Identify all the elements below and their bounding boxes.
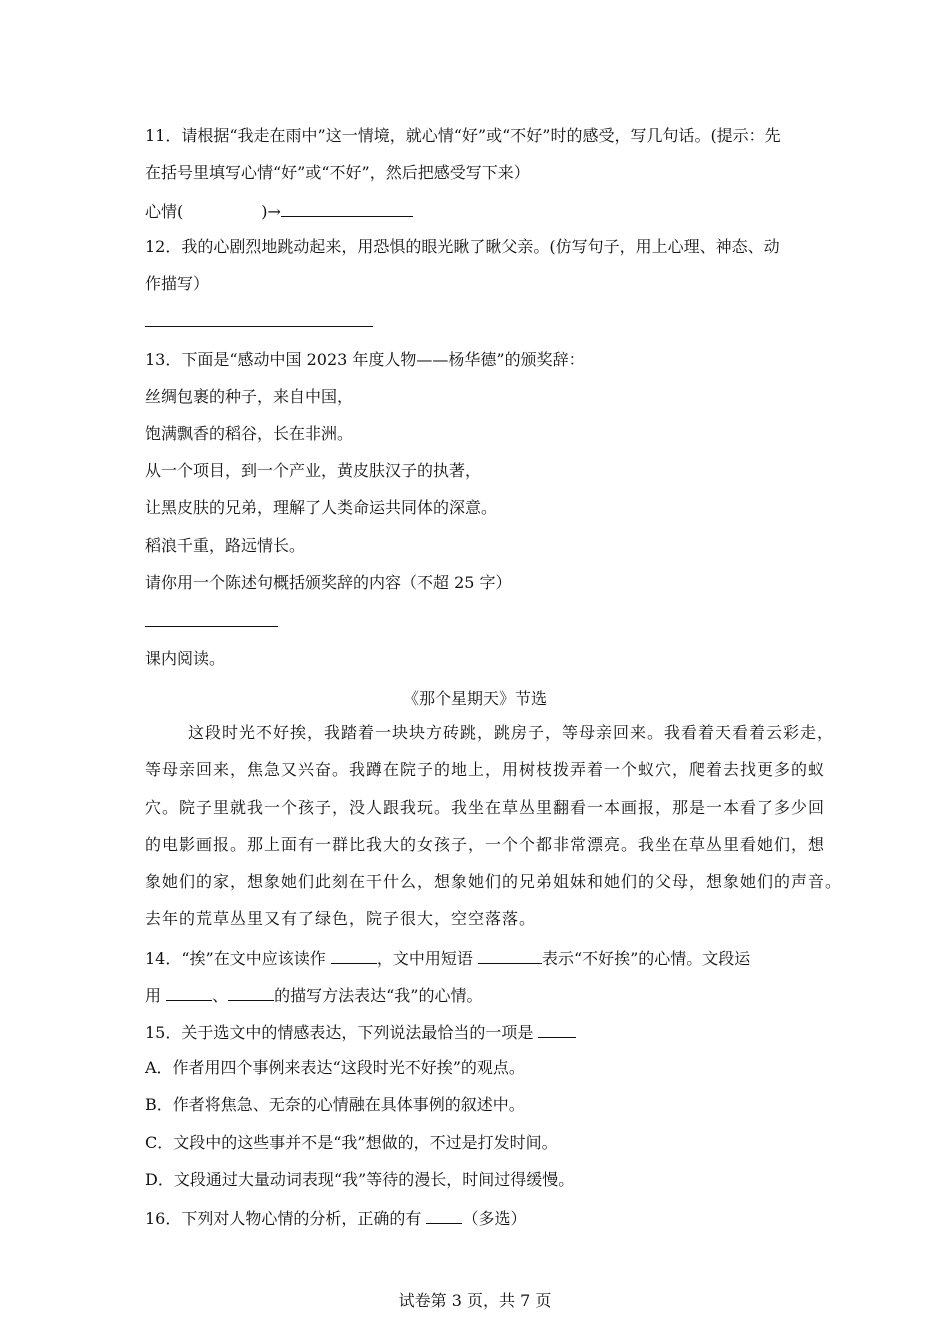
q15-answer-blank[interactable] <box>538 1021 576 1038</box>
q16-stem: 16．下列对人物心情的分析，正确的有 <box>145 1209 422 1228</box>
q15-option-a[interactable]: A．作者用四个事例来表达“这段时光不好挨”的观点。 <box>145 1058 525 1077</box>
q14-line-1 <box>145 947 750 969</box>
q14-text: 用 <box>145 986 162 1005</box>
q14-text: 、 <box>212 986 229 1005</box>
q15-stem-row <box>145 1021 576 1043</box>
q14-text: 的描写方法表达“我”的心情。 <box>274 986 483 1005</box>
q12-line-2: 作描写） <box>145 274 210 293</box>
q15-stem: 15．关于选文中的情感表达，下列说法最恰当的一项是 <box>145 1023 534 1042</box>
q16-answer-blank[interactable] <box>426 1207 462 1224</box>
q13-poem-line: 从一个项目，到一个产业，黄皮肤汉子的执著， <box>145 461 482 480</box>
q15-option-d[interactable]: D．文段通过大量动词表现“我”等待的漫长，时间过得缓慢。 <box>145 1170 575 1189</box>
q12-answer-line[interactable] <box>145 326 373 327</box>
q11-answer-blank[interactable] <box>281 200 413 217</box>
q13-poem-line: 让黑皮肤的兄弟，理解了人类命运共同体的深意。 <box>145 498 498 517</box>
q11-line-2: 在括号里填写心情“好”或“不好”，然后把感受写下来） <box>145 163 530 182</box>
passage-title: 《那个星期天》节选 <box>402 689 547 708</box>
q14-text: 表示“不好挨”的心情。文段运 <box>541 949 751 968</box>
q13-task: 请你用一个陈述句概括颁奖辞的内容（不超 25 字） <box>145 573 512 592</box>
q13-poem-line: 饱满飘香的稻谷，长在非洲。 <box>145 424 354 443</box>
q14-pronunciation-blank[interactable] <box>331 947 377 964</box>
q14-text: 14．“挨”在文中应该读作 <box>145 949 326 968</box>
passage-line: 的电影画报。那上面有一群比我大的女孩子，一个个都非常漂亮。我坐在草丛里看她们，想 <box>145 835 826 854</box>
q14-method-blank-2[interactable] <box>228 984 274 1001</box>
page-footer: 试卷第 3 页，共 7 页 <box>398 1291 552 1310</box>
q14-phrase-blank[interactable] <box>478 947 542 964</box>
q14-text: ，文中用短语 <box>376 949 473 968</box>
q11-answer-prefix: 心情( <box>145 202 184 221</box>
q15-option-c[interactable]: C．文段中的这些事并不是“我”想做的，不过是打发时间。 <box>145 1133 558 1152</box>
q14-line-2 <box>145 984 483 1006</box>
q11-answer-suffix: )→ <box>261 202 281 221</box>
q14-method-blank-1[interactable] <box>166 984 212 1001</box>
q13-intro: 13．下面是“感动中国 2023 年度人物——杨华德”的颁奖辞： <box>145 350 585 369</box>
q12-line-1: 12．我的心剧烈地跳动起来，用恐惧的眼光瞅了瞅父亲。(仿写句子，用上心理、神态、动 <box>145 237 780 256</box>
passage-line: 穴。院子里就我一个孩子，没人跟我玩。我坐在草丛里翻看一本画报，那是一本看了多少回 <box>145 798 826 817</box>
q13-poem-line: 稻浪千重，路远情长。 <box>145 536 306 555</box>
passage-line: 象她们的家，想象她们此刻在干什么，想象她们的兄弟姐妹和她们的父母，想象她们的声音。 <box>145 872 843 891</box>
passage-line: 去年的荒草丛里又有了绿色，院子很大，空空落落。 <box>145 909 537 928</box>
reading-label: 课内阅读。 <box>145 649 226 668</box>
q11-line-1: 11．请根据“我走在雨中”这一情境，就心情“好”或“不好”时的感受，写几句话。(提示：先 <box>145 126 781 145</box>
q13-answer-line[interactable] <box>145 626 278 627</box>
q15-option-b[interactable]: B．作者将焦急、无奈的心情融在具体事例的叙述中。 <box>145 1095 525 1114</box>
passage-line: 等母亲回来，焦急又兴奋。我蹲在院子的地上，用树枝拨弄着一个蚁穴，爬着去找更多的蚁 <box>145 760 826 779</box>
passage-line: 这段时光不好挨，我踏着一块块方砖跳，跳房子，等母亲回来。我看着天看着云彩走， <box>188 723 835 742</box>
q13-poem-line: 丝绸包裹的种子，来自中国， <box>145 387 354 406</box>
q16-suffix: （多选） <box>462 1209 527 1228</box>
q16-stem-row <box>145 1207 526 1229</box>
q11-answer-row <box>145 200 413 222</box>
